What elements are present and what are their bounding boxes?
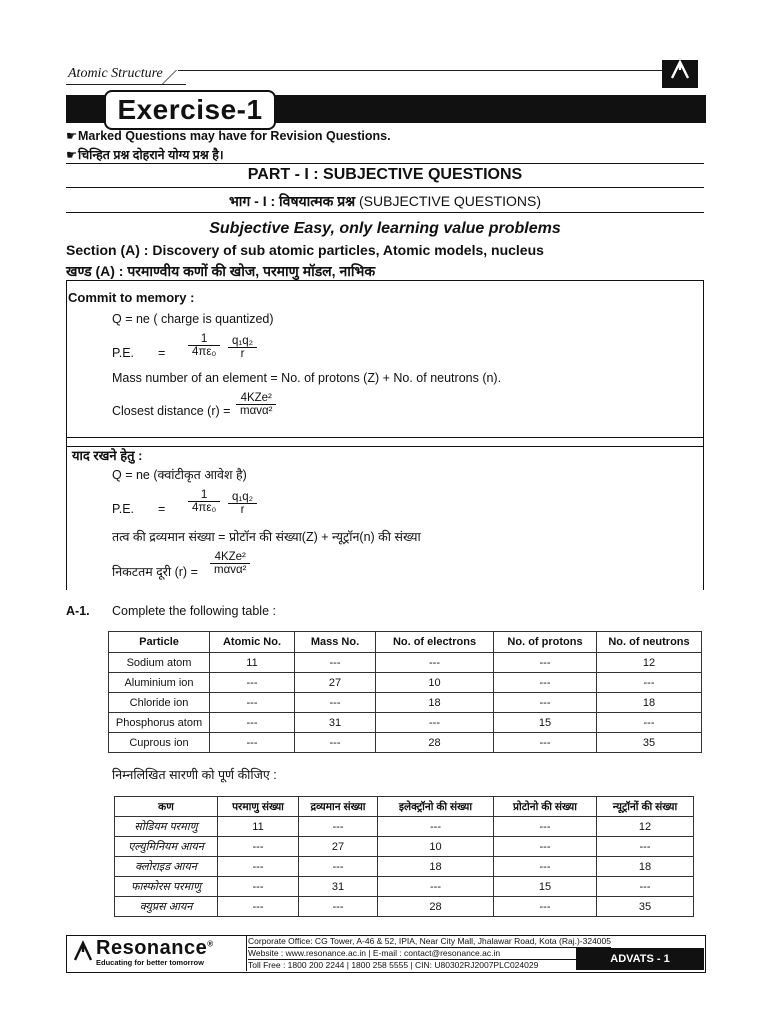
table-row	[115, 877, 694, 897]
memo-pe-eq-en: =	[158, 346, 166, 360]
table-cell: 28	[378, 897, 494, 917]
table-cell: 15	[494, 877, 597, 897]
resonance-logo	[68, 938, 244, 968]
table-header-cell: Mass No.	[295, 632, 376, 653]
table-cell: 27	[295, 673, 376, 693]
question-text-en: Complete the following table :	[112, 604, 276, 618]
table-hi	[114, 796, 694, 917]
section-hi: खण्ड (A) : परमाण्वीय कणों की खोज, परमाणु मॉडल, नाभिक	[66, 263, 376, 279]
memo-pe-frac1-en: $\frac{1}{\text{4πε₀}}$	[188, 333, 220, 358]
table-cell: Phosphorus atom	[109, 713, 210, 733]
table-cell: ---	[597, 673, 702, 693]
table-header-row	[109, 632, 702, 653]
table-cell: ---	[295, 693, 376, 713]
table-row	[109, 693, 702, 713]
table-cell: ---	[494, 857, 597, 877]
table-cell: ---	[210, 733, 295, 753]
question-text-hi: निम्नलिखित सारणी को पूर्ण कीजिए :	[112, 768, 277, 782]
part-title-hi: भाग - I : विषयात्मक प्रश्न (SUBJECTIVE QUESTIONS)	[228, 193, 542, 209]
footer-toll: Toll Free : 1800 200 2244 | 1800 258 5555 | CIN: U80302RJ2007PLC024029	[248, 959, 611, 971]
footer-info	[248, 936, 611, 971]
table-cell: ---	[597, 713, 702, 733]
table-cell: ---	[597, 877, 694, 897]
table-cell: 28	[376, 733, 494, 753]
section-en: Section (A) : Discovery of sub atomic particles, Atomic models, nucleus	[66, 242, 544, 258]
memo-heading-en: Commit to memory :	[68, 290, 195, 305]
table-row	[109, 673, 702, 693]
footer-divider	[246, 935, 247, 971]
memo-heading-hi: याद रखने हेतु :	[72, 448, 143, 463]
memo-closest-label-en: Closest distance (r) =	[112, 404, 231, 418]
note-hi: ☛चिन्हित प्रश्न दोहराने योग्य प्रश्न है।	[66, 148, 224, 162]
table-en	[108, 631, 702, 753]
table-header-cell: प्रोटोनो की संख्या	[494, 797, 597, 817]
table-cell: Cuprous ion	[109, 733, 210, 753]
memo-closest-label-hi: निकटतम दूरी (r) =	[112, 565, 198, 579]
table-cell: ---	[376, 713, 494, 733]
table-cell: 18	[597, 857, 694, 877]
part-rule-bottom	[66, 212, 704, 213]
memo-q-line-en: Q = ne ( charge is quantized)	[112, 312, 274, 326]
memo-pe-label-en: P.E.	[112, 346, 135, 360]
memo-mass-line-en: Mass number of an element = No. of protons (Z) + No. of neutrons (n).	[112, 371, 502, 385]
memo-pe-frac2-hi: $\frac{\text{q₁q₂}}{r}$	[228, 491, 257, 516]
table-cell: ---	[376, 653, 494, 673]
table-cell: 18	[378, 857, 494, 877]
subtitle: Subjective Easy, only learning value problems	[209, 220, 561, 237]
footer-web: Website : www.resonance.ac.in | E-mail : contact@resonance.ac.in	[248, 947, 611, 959]
table-cell: फास्फोरस परमाणु	[115, 877, 218, 897]
memo-pe-label-hi: P.E.	[112, 502, 135, 516]
table-cell: 10	[378, 837, 494, 857]
table-row	[115, 837, 694, 857]
table-row	[115, 857, 694, 877]
table-header-row	[115, 797, 694, 817]
table-header-cell: कण	[115, 797, 218, 817]
table-cell: क्लोराइड आयन	[115, 857, 218, 877]
table-cell: ---	[295, 653, 376, 673]
resonance-logo-icon	[72, 940, 94, 962]
table-cell: ---	[494, 837, 597, 857]
note-en: ☛Marked Questions may have for Revision Questions.	[66, 129, 391, 143]
table-header-cell: No. of protons	[494, 632, 597, 653]
table-cell: ---	[378, 877, 494, 897]
table-cell: 18	[376, 693, 494, 713]
table-cell: ---	[494, 897, 597, 917]
table-cell: ---	[494, 817, 597, 837]
page-badge: ADVATS - 1	[576, 948, 704, 970]
table-cell: 35	[597, 897, 694, 917]
table-cell: ---	[494, 733, 597, 753]
table-header-cell: No. of electrons	[376, 632, 494, 653]
hand-pointer-icon: ☛	[66, 148, 78, 162]
table-cell: सोडियम परमाणु	[115, 817, 218, 837]
table-row	[109, 733, 702, 753]
table-cell: 15	[494, 713, 597, 733]
table-header-cell: परमाणु संख्या	[218, 797, 299, 817]
table-row	[115, 817, 694, 837]
table-cell: 27	[299, 837, 378, 857]
table-cell: ---	[378, 817, 494, 837]
running-title: Atomic Structure	[68, 66, 163, 81]
table-header-cell: न्यूट्रॉनों की संख्या	[597, 797, 694, 817]
resonance-mark-icon	[662, 60, 698, 88]
part-rule-mid	[66, 187, 704, 188]
question-number: A-1.	[66, 604, 90, 618]
table-cell: 31	[295, 713, 376, 733]
table-cell: ---	[494, 673, 597, 693]
memo-divider	[66, 446, 704, 447]
memo-closest-frac-en: 4KZe² mαvα²	[236, 392, 276, 417]
table-cell: 11	[210, 653, 295, 673]
table-cell: ---	[218, 837, 299, 857]
table-cell: 35	[597, 733, 702, 753]
memo-q-line-hi: Q = ne (क्वांटीकृत आवेश है)	[112, 468, 247, 482]
part-rule-top	[66, 163, 704, 164]
table-cell: ---	[494, 693, 597, 713]
table-header-cell: द्रव्यमान संख्या	[299, 797, 378, 817]
memo-pe-eq-hi: =	[158, 502, 166, 516]
table-cell: ---	[299, 817, 378, 837]
table-cell: ---	[494, 653, 597, 673]
table-cell: एल्युमिनियम आयन	[115, 837, 218, 857]
table-header-cell: Particle	[109, 632, 210, 653]
table-cell: ---	[218, 877, 299, 897]
table-cell: 31	[299, 877, 378, 897]
table-cell: ---	[218, 857, 299, 877]
header-rule-left	[66, 84, 186, 85]
memo-closest-frac-hi: 4KZe² mαvα²	[210, 551, 250, 576]
table-row	[109, 713, 702, 733]
table-cell: ---	[299, 897, 378, 917]
table-cell: 10	[376, 673, 494, 693]
table-row	[109, 653, 702, 673]
memo-mass-line-hi: तत्व की द्रव्यमान संख्या = प्रोटॉन की संख्या(Z) + न्यूट्रॉन(n) की संख्या	[112, 530, 421, 544]
table-cell: 12	[597, 653, 702, 673]
table-cell: क्युप्रस आयन	[115, 897, 218, 917]
brand-tagline: Educating for better tomorrow	[96, 958, 204, 967]
table-cell: Chloride ion	[109, 693, 210, 713]
part-title-en: PART - I : SUBJECTIVE QUESTIONS	[247, 166, 523, 183]
table-header-cell: No. of neutrons	[597, 632, 702, 653]
brand-name: Resonance®	[96, 937, 214, 959]
table-cell: ---	[597, 837, 694, 857]
table-cell: 12	[597, 817, 694, 837]
memo-pe-frac2-en: $\frac{\text{q₁q₂}}{r}$	[228, 335, 257, 360]
table-cell: ---	[218, 897, 299, 917]
table-cell: ---	[210, 673, 295, 693]
header-rule-slant	[162, 70, 191, 84]
table-header-cell: Atomic No.	[210, 632, 295, 653]
table-header-cell: इलेक्ट्रॉनो की संख्या	[378, 797, 494, 817]
table-cell: 11	[218, 817, 299, 837]
table-cell: 18	[597, 693, 702, 713]
header-rule-right	[178, 70, 664, 71]
table-cell: ---	[299, 857, 378, 877]
memo-pe-frac1-hi: $\frac{1}{\text{4πε₀}}$	[188, 489, 220, 514]
hand-pointer-icon: ☛	[66, 129, 78, 143]
table-cell: ---	[295, 733, 376, 753]
table-cell: ---	[210, 713, 295, 733]
table-cell: Aluminium ion	[109, 673, 210, 693]
table-cell: ---	[210, 693, 295, 713]
exercise-title: Exercise-1	[104, 90, 276, 130]
footer-office: Corporate Office: CG Tower, A-46 & 52, IPIA, Near City Mall, Jhalawar Road, Kota (Raj.)-324005	[248, 936, 611, 946]
table-cell: Sodium atom	[109, 653, 210, 673]
table-row	[115, 897, 694, 917]
